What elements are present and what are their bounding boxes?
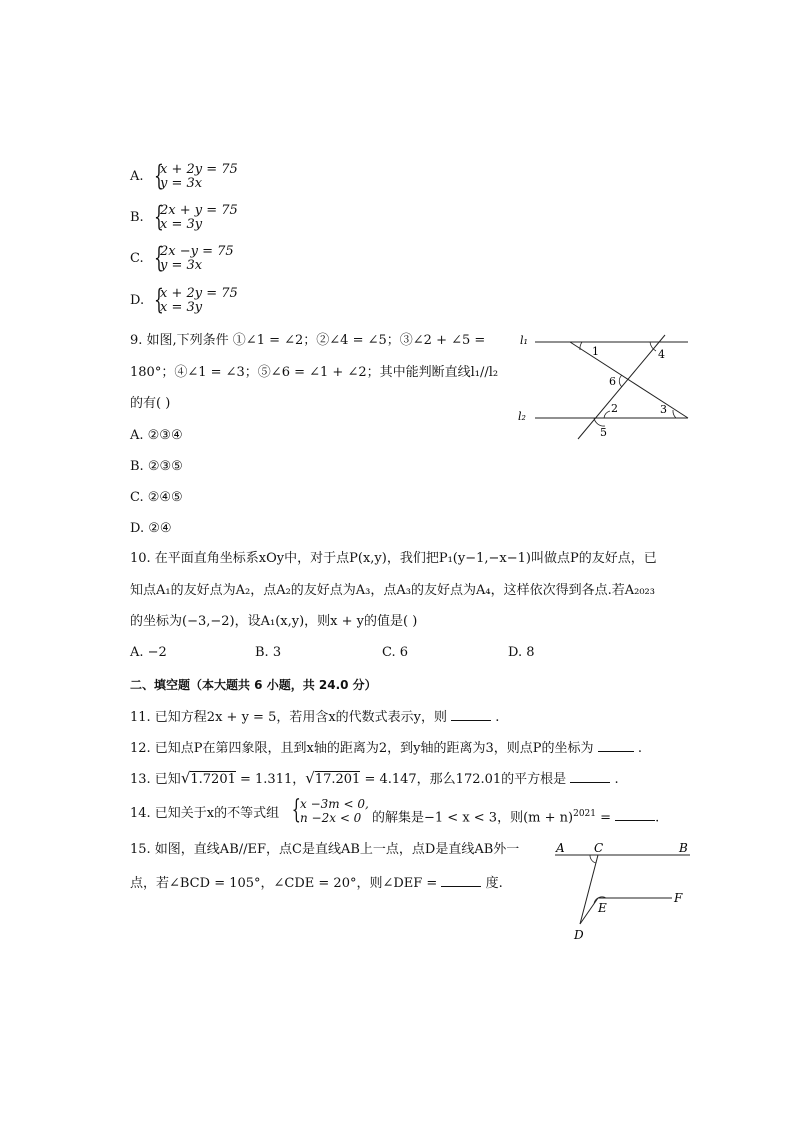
q14-rest: 的解集是−1 < x < 3，则$(m + n)^{2021}$ = . <box>372 809 660 826</box>
q9-line2: 180°；④∠1 = ∠3；⑤∠6 = ∠1 + ∠2；其中能判断直线l₁//l₂ <box>130 365 499 380</box>
angle-1-label: 1 <box>592 345 599 358</box>
q13: 13. 已知√1.7201 = 1.311，√17.201 = 4.147，那么172.01的平方根是 . <box>130 769 619 787</box>
q8-option-d: D. { x + 2y = 75 x = 3y <box>130 283 238 316</box>
q15-line2: 点，若∠BCD = 105°，∠CDE = 20°，则∠DEF = 度. <box>130 876 503 891</box>
q8-option-c: C. { 2x −y = 75 y = 3x <box>130 241 234 274</box>
q14-answer-blank[interactable] <box>615 808 655 821</box>
q12-answer-blank[interactable] <box>598 739 634 752</box>
q10-option-d: D. 8 <box>508 645 535 660</box>
q11: 11. 已知方程2x + y = 5，若用含x的代数式表示y，则 . <box>130 710 500 725</box>
q10-option-a: A. −2 <box>130 645 167 660</box>
segment-de <box>580 898 598 924</box>
q14-eq1: x −3m < 0, <box>300 797 369 811</box>
q14-brace: { <box>291 795 301 825</box>
segment-cd <box>580 855 598 924</box>
q9-option-c: C. ②④⑤ <box>130 490 183 505</box>
q12: 12. 已知点P在第四象限，且到x轴的距离为2，到y轴的距离为3，则点P的坐标为 . <box>130 741 642 756</box>
q14-eq2: n −2x < 0 <box>300 811 362 825</box>
q8-option-b: B. { 2x + y = 75 x = 3y <box>130 200 238 233</box>
q9-parallel-lines-figure <box>510 325 700 445</box>
q9-option-d: D. ②④ <box>130 521 172 536</box>
q9-option-b: B. ②③⑤ <box>130 459 183 474</box>
label-c: C <box>594 841 604 855</box>
angle-2-label: 2 <box>611 402 618 415</box>
q9-line1: 9. 如图,下列条件 ①∠1 = ∠2；②∠4 = ∠5；③∠2 + ∠5 = <box>130 333 486 348</box>
q14: 14. 已知关于x的不等式组 <box>130 806 280 821</box>
label-l2: l₂ <box>518 410 526 423</box>
q13-answer-blank[interactable] <box>570 770 610 783</box>
angle-5-label: 5 <box>600 426 607 439</box>
q10-line3: 的坐标为(−3,−2)，设A₁(x,y)，则x + y的值是( ) <box>130 614 418 629</box>
label-f: F <box>674 891 683 905</box>
q10-option-b: B. 3 <box>255 645 282 660</box>
section-2-heading: 二、填空题（本大题共 6 小题，共 24.0 分） <box>130 678 377 692</box>
label-a: A <box>556 841 565 855</box>
q10-line2: 知点A₁的友好点为A₂，点A₂的友好点为A₃，点A₃的友好点为A₄，这样依次得到各点.若A₂₀₂₃ <box>130 583 655 598</box>
label-b: B <box>679 841 688 855</box>
q13-radicand-2: 17.201 <box>314 772 361 787</box>
q15-figure <box>550 838 700 946</box>
q9-line3: 的有( ) <box>130 396 171 411</box>
angle-6-label: 6 <box>609 375 616 388</box>
angle-3-label: 3 <box>660 403 667 416</box>
label-d: D <box>574 928 584 942</box>
q15-answer-blank[interactable] <box>441 874 481 887</box>
q15-line1: 15. 如图，直线AB//EF，点C是直线AB上一点，点D是直线AB外一 <box>130 842 520 857</box>
label-e: E <box>598 901 607 915</box>
q10-line1: 10. 在平面直角坐标系xOy中，对于点P(x,y)，我们把P₁(y−1,−x−1)叫做点P的友好点，已 <box>130 551 657 566</box>
angle-4-label: 4 <box>658 348 665 361</box>
q11-answer-blank[interactable] <box>451 708 491 721</box>
q9-option-a: A. ②③④ <box>130 428 183 443</box>
q8-option-a: A. { x + 2y = 75 y = 3x <box>130 159 238 192</box>
transversal-1 <box>570 342 688 418</box>
q10-option-c: C. 6 <box>382 645 409 660</box>
label-l1: l₁ <box>520 334 528 347</box>
q13-radicand-1: 1.7201 <box>190 772 236 787</box>
